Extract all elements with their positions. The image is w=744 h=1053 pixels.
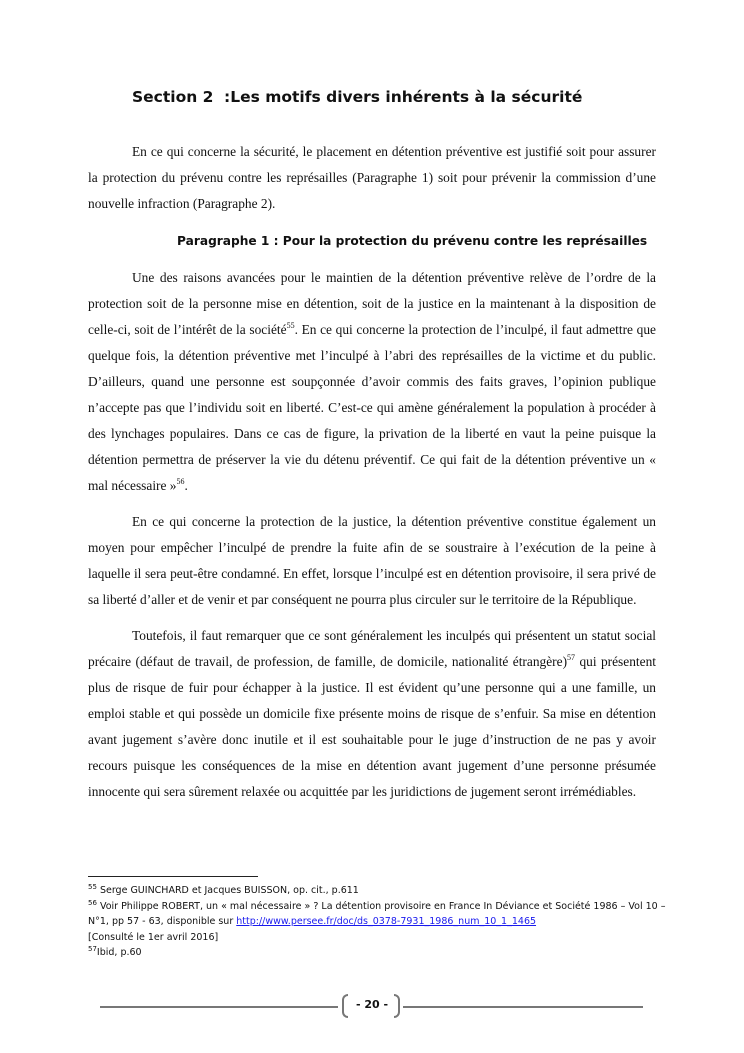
section-number: Section 2: [132, 88, 214, 106]
body-paragraph-3: Toutefois, il faut remarquer que ce sont généralement les inculpés qui présentent un statut social précaire (défaut de travail, de profession, de famille, de domicile, nationalité étrangère)$^{57}$ qui présentent plus de risque de fuir pour échapper à la justice. Il est évident qu’une personne qui a une famille, un emploi stable et qui possède un domicile fixe présente moins de risque de s’enfuir. Sa mise en détention avant jugement s’avère donc inutile et il est souhaitable pour le juge d’instruction de ne pas y avoir recours puisque les conséquences de la mise en détention avant jugement d’une personne présumée innocente qui sera sûrement relaxée ou acquittée par les juridictions de jugement seront irrémédiables.: [88, 628, 656, 799]
page-number-bracket-right: [394, 994, 400, 1018]
footnote-57: $^{57}$Ibid, p.60: [88, 945, 142, 958]
page-number: - 20 -: [355, 998, 389, 1011]
section-heading-text: :Les motifs divers inhérents à la sécurité: [224, 88, 583, 106]
footnotes: [88, 883, 678, 961]
body-paragraph-2: En ce qui concerne la protection de la justice, la détention préventive constitue également un moyen pour empêcher l’inculpé de prendre la fuite afin de se soustraire à l’exécution de la peine à laquelle il sera peut-être condamné. En effet, lorsque l’inculpé est en détention provisoire, il sera privé de sa liberté d’aller et de venir et par conséquent ne pourra plus circuler sur le territoire de la République.: [88, 514, 656, 607]
footnote-ref-55[interactable]: 55: [286, 321, 295, 330]
intro-paragraph: En ce qui concerne la sécurité, le placement en détention préventive est justifié soit pour assurer la protection du prévenu contre les représailles (Paragraphe 1) soit pour prévenir la commission d’une nouvelle infraction (Paragraphe 2).: [88, 144, 656, 211]
paragraph-1-heading: Paragraphe 1 : Pour la protection du prévenu contre les représailles: [177, 234, 648, 248]
body-text: [88, 265, 656, 805]
footnote-ref-57[interactable]: 57: [567, 653, 576, 662]
footnote-separator: [88, 876, 258, 877]
persee-link[interactable]: http://www.persee.fr/doc/ds_0378-7931_1986_num_10_1_1465: [236, 916, 537, 927]
page-number-bracket-left: [342, 994, 348, 1018]
footnote-ref-56[interactable]: 56: [176, 477, 185, 486]
body-paragraph-1: Une des raisons avancées pour le maintien de la détention préventive relève de l’ordre de la protection soit de la personne mise en détention, soit de la justice en la maintenant à la disposition de celle-ci, soit de l’intérêt de la société$^{55}$. En ce qui concerne la protection de l’inculpé, il faut admettre que quelque fois, la détention préventive met l’inculpé à l’abri des représailles de la victime et du public. D’ailleurs, quand une personne est soupçonnée d’avoir commis des faits graves, l’opinion publique n’accepte pas que l’individu soit en liberté. C’est-ce qui amène généralement la population à procéder à des lynchages populaires. Dans ce cas de figure, la privation de la liberté en vaut la peine puisque la détention permettra de préserver la vie du détenu préventif. Ce qui fait de la détention préventive un « mal nécessaire »$^{56}$.: [88, 270, 656, 493]
section-title: [132, 88, 582, 106]
footnote-55: $^{55}$ Serge GUINCHARD et Jacques BUISSON, op. cit., p.611: [88, 883, 359, 896]
footnote-56: $^{56}$ Voir Philippe ROBERT, un « mal nécessaire » ? La détention provisoire en France In Déviance et Société 1986 – Vol 10 – N°1, pp 57 - 63, disponible sur http://www.persee.fr/doc/ds_0378-7931_1986_num_10_1_1465 [Consulté le 1er avril 2016]: [88, 898, 666, 943]
footer-rule-right: [403, 1006, 643, 1008]
footer-rule-left: [100, 1006, 338, 1008]
intro-block: [88, 139, 656, 217]
